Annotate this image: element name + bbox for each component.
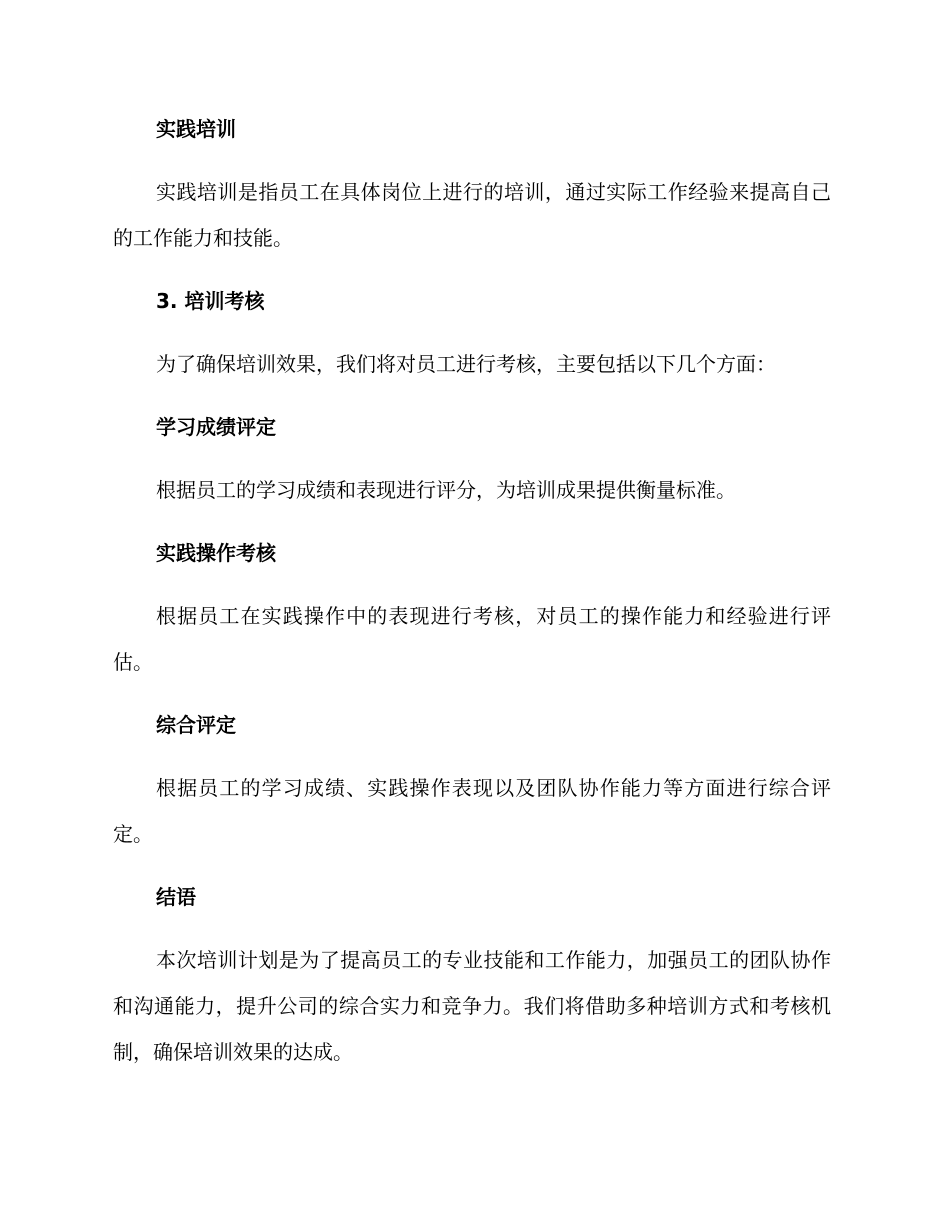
- section-paragraph-comprehensive-evaluation: 根据员工的学习成绩、实践操作表现以及团队协作能力等方面进行综合评定。: [113, 776, 831, 846]
- section-heading-training-assessment: 3. 培训考核: [156, 289, 265, 313]
- section-heading-practical-assessment: 实践操作考核: [156, 541, 276, 565]
- section-paragraph-practical-assessment: 根据员工在实践操作中的表现进行考核，对员工的操作能力和经验进行评估。: [113, 604, 831, 674]
- section-paragraph-conclusion: 本次培训计划是为了提高员工的专业技能和工作能力，加强员工的团队协作和沟通能力，提升公司的综合实力和竞争力。我们将借助多种培训方式和考核机制，确保培训效果的达成。: [113, 948, 831, 1064]
- section-paragraph-learning-evaluation: 根据员工的学习成绩和表现进行评分，为培训成果提供衡量标准。: [156, 478, 736, 502]
- document-body: [113, 112, 831, 1075]
- section-heading-conclusion: 结语: [156, 885, 196, 909]
- section-paragraph-training-assessment: 为了确保培训效果，我们将对员工进行考核，主要包括以下几个方面：: [156, 352, 776, 376]
- section-heading-practical-training: 实践培训: [156, 117, 236, 141]
- section-heading-comprehensive-evaluation: 综合评定: [156, 713, 236, 737]
- section-paragraph-practical-training: 实践培训是指员工在具体岗位上进行的培训，通过实际工作经验来提高自己的工作能力和技能。: [113, 180, 831, 250]
- section-heading-learning-evaluation: 学习成绩评定: [156, 415, 276, 439]
